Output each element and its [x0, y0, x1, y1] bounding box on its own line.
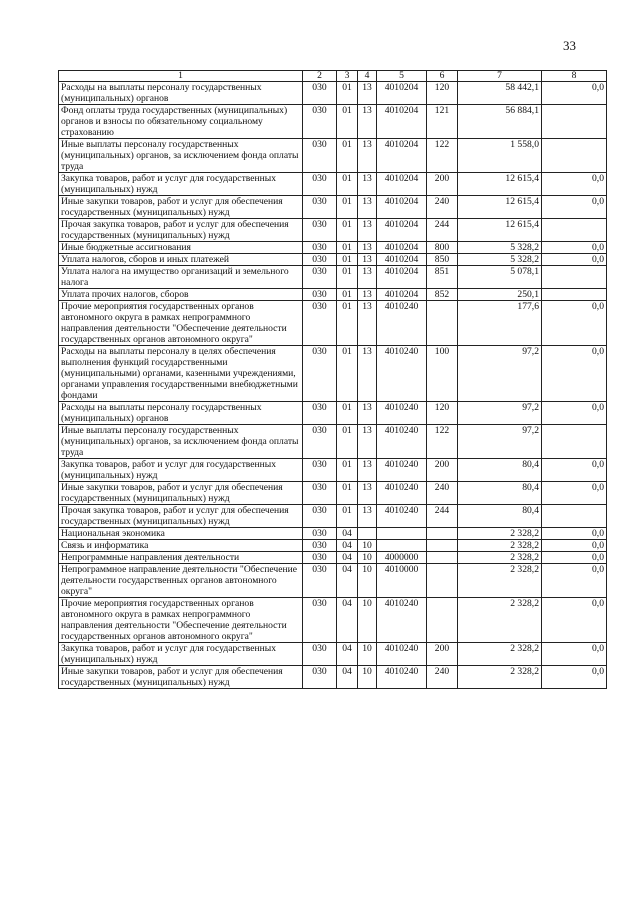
table-row [59, 266, 607, 289]
column-header: 5 [377, 71, 427, 82]
expense-type-cell [427, 301, 458, 346]
target-article-cell: 4010204 [377, 254, 427, 266]
admin-code-cell: 030 [303, 301, 337, 346]
amount-cell: 2 328,2 [458, 552, 542, 564]
expense-type-cell: 100 [427, 346, 458, 402]
section-cell: 04 [337, 528, 358, 540]
subsection-cell: 13 [358, 301, 377, 346]
admin-code-cell: 030 [303, 505, 337, 528]
expense-type-cell: 852 [427, 289, 458, 301]
admin-code-cell: 030 [303, 219, 337, 242]
admin-code-cell: 030 [303, 459, 337, 482]
subsection-cell: 13 [358, 346, 377, 402]
table-row [59, 254, 607, 266]
admin-code-cell: 030 [303, 552, 337, 564]
target-article-cell: 4010204 [377, 105, 427, 139]
section-cell: 01 [337, 266, 358, 289]
target-article-cell: 4010000 [377, 564, 427, 598]
admin-code-cell: 030 [303, 82, 337, 105]
subsection-cell: 13 [358, 242, 377, 254]
amount-cell: 97,2 [458, 402, 542, 425]
amount-extra-cell: 0,0 [542, 459, 607, 482]
target-article-cell: 4010240 [377, 425, 427, 459]
target-article-cell: 4010204 [377, 82, 427, 105]
section-cell: 04 [337, 666, 358, 689]
admin-code-cell: 030 [303, 242, 337, 254]
table-body [59, 82, 607, 689]
admin-code-cell: 030 [303, 598, 337, 643]
target-article-cell: 4010204 [377, 266, 427, 289]
expense-type-cell: 120 [427, 82, 458, 105]
amount-extra-cell: 0,0 [542, 254, 607, 266]
admin-code-cell: 030 [303, 482, 337, 505]
subsection-cell: 10 [358, 564, 377, 598]
row-name-cell: Фонд оплаты труда государственных (муниципальных) органов и взносы по обязательному социальному страхованию [59, 105, 303, 139]
table-row [59, 105, 607, 139]
amount-cell: 80,4 [458, 482, 542, 505]
column-header: 1 [59, 71, 303, 82]
expense-type-cell [427, 552, 458, 564]
amount-cell: 2 328,2 [458, 528, 542, 540]
amount-extra-cell: 0,0 [542, 242, 607, 254]
section-cell: 04 [337, 552, 358, 564]
subsection-cell: 13 [358, 402, 377, 425]
target-article-cell: 4010204 [377, 139, 427, 173]
target-article-cell: 4010240 [377, 459, 427, 482]
amount-cell: 2 328,2 [458, 666, 542, 689]
amount-cell: 12 615,4 [458, 219, 542, 242]
section-cell: 01 [337, 346, 358, 402]
subsection-cell: 13 [358, 219, 377, 242]
column-header: 4 [358, 71, 377, 82]
amount-cell: 12 615,4 [458, 196, 542, 219]
table-row [59, 482, 607, 505]
target-article-cell: 4010240 [377, 505, 427, 528]
column-header: 2 [303, 71, 337, 82]
admin-code-cell: 030 [303, 666, 337, 689]
row-name-cell: Иные бюджетные ассигнования [59, 242, 303, 254]
amount-cell: 5 078,1 [458, 266, 542, 289]
subsection-cell: 13 [358, 425, 377, 459]
amount-extra-cell: 0,0 [542, 196, 607, 219]
amount-cell: 5 328,2 [458, 254, 542, 266]
table-row [59, 552, 607, 564]
target-article-cell: 4010204 [377, 173, 427, 196]
expense-type-cell: 240 [427, 196, 458, 219]
row-name-cell: Прочая закупка товаров, работ и услуг для обеспечения государственных (муниципальных) нужд [59, 219, 303, 242]
expense-type-cell: 240 [427, 666, 458, 689]
amount-extra-cell: 0,0 [542, 552, 607, 564]
expense-type-cell [427, 564, 458, 598]
amount-cell: 1 558,0 [458, 139, 542, 173]
section-cell: 01 [337, 459, 358, 482]
row-name-cell: Закупка товаров, работ и услуг для государственных (муниципальных) нужд [59, 459, 303, 482]
expense-type-cell: 244 [427, 505, 458, 528]
subsection-cell: 13 [358, 482, 377, 505]
admin-code-cell: 030 [303, 540, 337, 552]
target-article-cell: 4010240 [377, 402, 427, 425]
section-cell: 01 [337, 105, 358, 139]
amount-cell: 2 328,2 [458, 643, 542, 666]
expense-type-cell: 200 [427, 459, 458, 482]
section-cell: 04 [337, 598, 358, 643]
section-cell: 01 [337, 173, 358, 196]
table-row [59, 459, 607, 482]
amount-extra-cell: 0,0 [542, 528, 607, 540]
amount-cell: 5 328,2 [458, 242, 542, 254]
amount-cell: 177,6 [458, 301, 542, 346]
target-article-cell: 4000000 [377, 552, 427, 564]
subsection-cell: 13 [358, 173, 377, 196]
row-name-cell: Расходы на выплаты персоналу в целях обеспечения выполнения функций государственными (муниципальными) органами, казенными учреждениями, органами управления государственными внебюджетными фондами [59, 346, 303, 402]
expense-type-cell: 244 [427, 219, 458, 242]
amount-extra-cell: 0,0 [542, 173, 607, 196]
row-name-cell: Расходы на выплаты персоналу государственных (муниципальных) органов [59, 82, 303, 105]
row-name-cell: Прочие мероприятия государственных органов автономного округа в рамках непрограммного направления деятельности "Обеспечение деятельности государственных органов автономного округа" [59, 598, 303, 643]
subsection-cell: 13 [358, 82, 377, 105]
row-name-cell: Иные закупки товаров, работ и услуг для обеспечения государственных (муниципальных) нужд [59, 666, 303, 689]
amount-cell: 80,4 [458, 505, 542, 528]
expense-type-cell: 200 [427, 173, 458, 196]
amount-extra-cell: 0,0 [542, 643, 607, 666]
header-row [59, 71, 607, 82]
row-name-cell: Связь и информатика [59, 540, 303, 552]
row-name-cell: Иные выплаты персоналу государственных (муниципальных) органов, за исключением фонда оплаты труда [59, 425, 303, 459]
amount-cell: 56 884,1 [458, 105, 542, 139]
row-name-cell: Непрограммное направление деятельности "Обеспечение деятельности государственных органов автономного округа" [59, 564, 303, 598]
amount-extra-cell: 0,0 [542, 482, 607, 505]
target-article-cell: 4010240 [377, 301, 427, 346]
expense-type-cell: 120 [427, 402, 458, 425]
section-cell: 01 [337, 196, 358, 219]
page-number: 33 [563, 38, 576, 53]
section-cell: 01 [337, 482, 358, 505]
target-article-cell: 4010240 [377, 346, 427, 402]
row-name-cell: Уплата налога на имущество организаций и земельного налога [59, 266, 303, 289]
table-row [59, 173, 607, 196]
amount-extra-cell: 0,0 [542, 301, 607, 346]
row-name-cell: Прочие мероприятия государственных органов автономного округа в рамках непрограммного направления деятельности "Обеспечение деятельности государственных органов автономного округа" [59, 301, 303, 346]
amount-extra-cell [542, 266, 607, 289]
amount-cell: 97,2 [458, 425, 542, 459]
subsection-cell: 10 [358, 552, 377, 564]
table-row [59, 505, 607, 528]
admin-code-cell: 030 [303, 196, 337, 219]
admin-code-cell: 030 [303, 346, 337, 402]
row-name-cell: Уплата налогов, сборов и иных платежей [59, 254, 303, 266]
expense-type-cell [427, 598, 458, 643]
column-header: 3 [337, 71, 358, 82]
amount-extra-cell: 0,0 [542, 598, 607, 643]
expense-type-cell: 240 [427, 482, 458, 505]
target-article-cell: 4010204 [377, 219, 427, 242]
admin-code-cell: 030 [303, 528, 337, 540]
subsection-cell: 13 [358, 289, 377, 301]
expense-type-cell: 851 [427, 266, 458, 289]
subsection-cell: 13 [358, 254, 377, 266]
section-cell: 04 [337, 643, 358, 666]
amount-extra-cell: 0,0 [542, 540, 607, 552]
table-row [59, 289, 607, 301]
section-cell: 01 [337, 139, 358, 173]
target-article-cell: 4010240 [377, 666, 427, 689]
admin-code-cell: 030 [303, 173, 337, 196]
admin-code-cell: 030 [303, 425, 337, 459]
expense-type-cell: 200 [427, 643, 458, 666]
amount-cell: 58 442,1 [458, 82, 542, 105]
amount-extra-cell: 0,0 [542, 402, 607, 425]
table-row [59, 540, 607, 552]
row-name-cell: Непрограммные направления деятельности [59, 552, 303, 564]
section-cell: 01 [337, 505, 358, 528]
expense-type-cell [427, 528, 458, 540]
amount-cell: 97,2 [458, 346, 542, 402]
amount-extra-cell [542, 219, 607, 242]
amount-cell: 12 615,4 [458, 173, 542, 196]
expense-type-cell: 800 [427, 242, 458, 254]
amount-extra-cell [542, 505, 607, 528]
target-article-cell: 4010204 [377, 289, 427, 301]
subsection-cell: 13 [358, 459, 377, 482]
table-row [59, 196, 607, 219]
subsection-cell: 13 [358, 196, 377, 219]
amount-extra-cell: 0,0 [542, 346, 607, 402]
column-header: 7 [458, 71, 542, 82]
column-header: 6 [427, 71, 458, 82]
admin-code-cell: 030 [303, 564, 337, 598]
subsection-cell: 13 [358, 505, 377, 528]
subsection-cell [358, 528, 377, 540]
table-row [59, 643, 607, 666]
admin-code-cell: 030 [303, 105, 337, 139]
amount-extra-cell [542, 105, 607, 139]
amount-extra-cell [542, 139, 607, 173]
section-cell: 01 [337, 289, 358, 301]
admin-code-cell: 030 [303, 402, 337, 425]
row-name-cell: Иные закупки товаров, работ и услуг для обеспечения государственных (муниципальных) нужд [59, 196, 303, 219]
table-row [59, 425, 607, 459]
amount-extra-cell: 0,0 [542, 82, 607, 105]
table-row [59, 139, 607, 173]
section-cell: 01 [337, 425, 358, 459]
amount-cell: 250,1 [458, 289, 542, 301]
subsection-cell: 10 [358, 540, 377, 552]
subsection-cell: 13 [358, 105, 377, 139]
expense-type-cell: 122 [427, 425, 458, 459]
expense-type-cell: 122 [427, 139, 458, 173]
amount-extra-cell: 0,0 [542, 666, 607, 689]
row-name-cell: Расходы на выплаты персоналу государственных (муниципальных) органов [59, 402, 303, 425]
subsection-cell: 10 [358, 666, 377, 689]
amount-cell: 2 328,2 [458, 540, 542, 552]
section-cell: 01 [337, 242, 358, 254]
amount-cell: 80,4 [458, 459, 542, 482]
section-cell: 01 [337, 219, 358, 242]
section-cell: 01 [337, 82, 358, 105]
target-article-cell: 4010240 [377, 643, 427, 666]
table-row [59, 402, 607, 425]
admin-code-cell: 030 [303, 643, 337, 666]
row-name-cell: Иные закупки товаров, работ и услуг для обеспечения государственных (муниципальных) нужд [59, 482, 303, 505]
row-name-cell: Уплата прочих налогов, сборов [59, 289, 303, 301]
row-name-cell: Иные выплаты персоналу государственных (муниципальных) органов, за исключением фонда оплаты труда [59, 139, 303, 173]
subsection-cell: 10 [358, 643, 377, 666]
admin-code-cell: 030 [303, 254, 337, 266]
row-name-cell: Национальная экономика [59, 528, 303, 540]
row-name-cell: Закупка товаров, работ и услуг для государственных (муниципальных) нужд [59, 173, 303, 196]
table-row [59, 528, 607, 540]
table-row [59, 219, 607, 242]
amount-extra-cell [542, 425, 607, 459]
expense-type-cell: 850 [427, 254, 458, 266]
section-cell: 04 [337, 540, 358, 552]
target-article-cell: 4010204 [377, 196, 427, 219]
subsection-cell: 13 [358, 139, 377, 173]
admin-code-cell: 030 [303, 289, 337, 301]
table-row [59, 564, 607, 598]
amount-cell: 2 328,2 [458, 564, 542, 598]
table-row [59, 346, 607, 402]
expense-type-cell [427, 540, 458, 552]
amount-extra-cell [542, 289, 607, 301]
table-row [59, 598, 607, 643]
row-name-cell: Прочая закупка товаров, работ и услуг для обеспечения государственных (муниципальных) нужд [59, 505, 303, 528]
target-article-cell [377, 528, 427, 540]
target-article-cell [377, 540, 427, 552]
expense-type-cell: 121 [427, 105, 458, 139]
amount-cell: 2 328,2 [458, 598, 542, 643]
table-row [59, 82, 607, 105]
table-row [59, 242, 607, 254]
section-cell: 04 [337, 564, 358, 598]
admin-code-cell: 030 [303, 266, 337, 289]
budget-table [58, 70, 607, 689]
row-name-cell: Закупка товаров, работ и услуг для государственных (муниципальных) нужд [59, 643, 303, 666]
table-row [59, 301, 607, 346]
subsection-cell: 10 [358, 598, 377, 643]
admin-code-cell: 030 [303, 139, 337, 173]
subsection-cell: 13 [358, 266, 377, 289]
section-cell: 01 [337, 254, 358, 266]
column-header: 8 [542, 71, 607, 82]
section-cell: 01 [337, 402, 358, 425]
section-cell: 01 [337, 301, 358, 346]
table-row [59, 666, 607, 689]
target-article-cell: 4010240 [377, 598, 427, 643]
target-article-cell: 4010204 [377, 242, 427, 254]
target-article-cell: 4010240 [377, 482, 427, 505]
amount-extra-cell: 0,0 [542, 564, 607, 598]
